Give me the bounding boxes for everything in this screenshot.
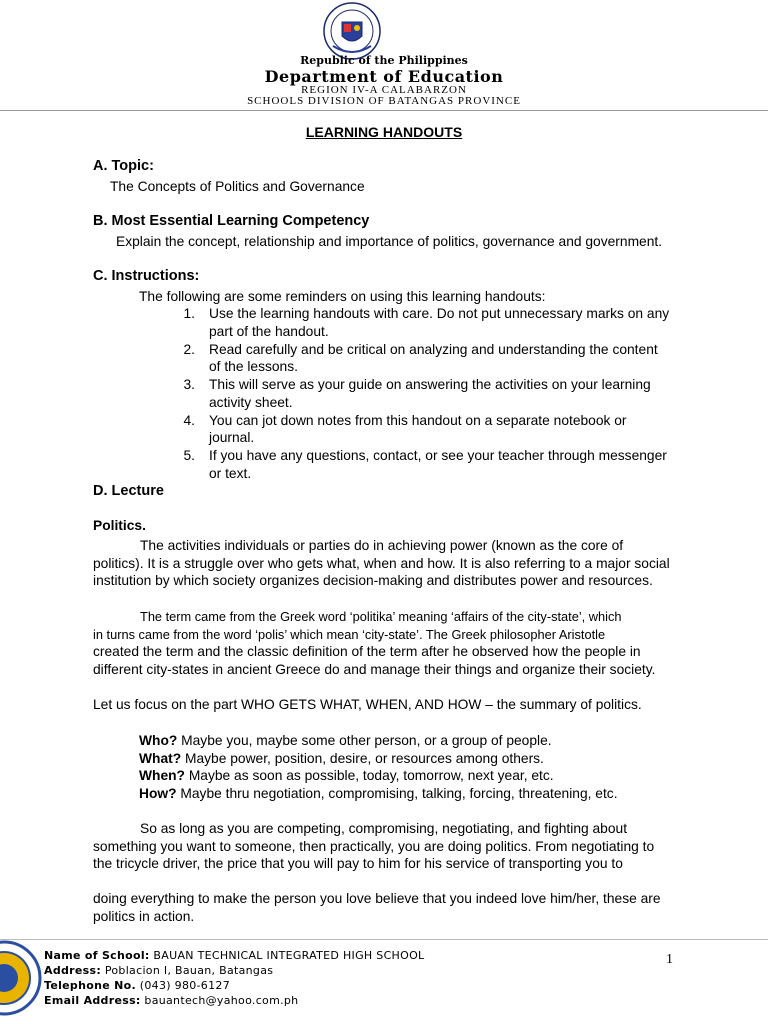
header-divider: [0, 110, 768, 111]
paragraph-line: The term came from the Greek word ‘politika’ meaning ‘affairs of the city-state’, which: [140, 609, 622, 624]
list-item: [181, 447, 675, 483]
deped-seal-logo: [323, 2, 381, 60]
footer-address-value: Poblacion I, Bauan, Batangas: [101, 964, 274, 977]
header-division: SCHOOLS DIVISION OF BATANGAS PROVINCE: [247, 95, 521, 107]
list-number: 1.: [183, 306, 195, 321]
list-item: [181, 341, 675, 377]
question-answer: Maybe as soon as possible, today, tomorrow, next year, etc.: [184, 768, 554, 784]
paragraph-line: institution by which society organizes decision-making and distributes power and resources.: [93, 573, 653, 589]
list-item: [181, 412, 675, 448]
section-a-heading: A. Topic:: [93, 158, 154, 174]
paragraph-3: Let us focus on the part WHO GETS WHAT, WHEN, AND HOW – the summary of politics.: [93, 697, 642, 712]
paragraph-line: the tricycle driver, the price that you will pay to him for his service of transporting you to: [93, 856, 623, 872]
footer-email-label: Email Address:: [44, 994, 141, 1007]
paragraph-5: [93, 890, 674, 925]
paragraph-line: in turns came from the word ‘polis’ which mean ‘city-state’. The Greek philosopher Aristotle: [93, 626, 606, 642]
page-title: LEARNING HANDOUTS: [305, 124, 463, 140]
footer-school-value: BAUAN TECHNICAL INTEGRATED HIGH SCHOOL: [149, 949, 425, 962]
question-label: What?: [139, 750, 182, 766]
header-region: REGION IV-A CALABARZON: [301, 84, 467, 96]
footer-phone: [44, 979, 230, 992]
list-item: [139, 767, 618, 785]
instruction-list: [181, 305, 675, 483]
paragraph-line: something you want to someone, then practically, you are doing politics. From negotiating to: [93, 838, 655, 854]
list-text-line2: journal.: [209, 430, 255, 446]
list-item: [181, 376, 675, 412]
list-text-line1: If you have any questions, contact, or see your teacher through messenger: [209, 448, 667, 463]
school-logo: [0, 940, 42, 1016]
paragraph-line: doing everything to make the person you love believe that you indeed love him/her, these are: [93, 891, 661, 906]
question-list: [139, 732, 618, 802]
politics-heading: Politics.: [93, 518, 146, 533]
footer-address: [44, 964, 273, 977]
list-text-line2: part of the handout.: [209, 323, 329, 339]
list-text-line2: activity sheet.: [209, 394, 293, 410]
section-c-heading: C. Instructions:: [93, 268, 200, 284]
paragraph-line: The activities individuals or parties do in achieving power (known as the core of: [140, 538, 624, 553]
question-answer: Maybe you, maybe some other person, or a group of people.: [177, 733, 552, 748]
question-label: When?: [139, 768, 185, 784]
question-answer: Maybe power, position, desire, or resources among others.: [181, 750, 544, 766]
header-department: Department of Education: [264, 67, 504, 86]
header-republic: Republic of the Philippines: [300, 54, 468, 67]
section-b-heading: B. Most Essential Learning Competency: [93, 213, 370, 229]
paragraph-4: [93, 820, 674, 873]
list-item: [139, 732, 618, 750]
list-text-line1: Read carefully and be critical on analyzing and understanding the content: [209, 341, 658, 357]
list-item: [139, 785, 618, 803]
list-text-line1: You can jot down notes from this handout on a separate notebook or: [209, 412, 627, 428]
footer-email: [44, 994, 298, 1007]
list-text-line2: or text.: [209, 465, 252, 481]
section-c-intro: The following are some reminders on using this learning handouts:: [139, 289, 546, 304]
footer-phone-value: (043) 980-6127: [135, 979, 230, 992]
question-label: How?: [139, 785, 177, 801]
paragraph-1: [93, 537, 674, 590]
list-text-line1: Use the learning handouts with care. Do not put unnecessary marks on any: [209, 306, 670, 321]
section-b-text: Explain the concept, relationship and importance of politics, governance and government.: [116, 234, 663, 249]
page-number: 1: [666, 952, 673, 967]
list-number: 5.: [183, 448, 195, 463]
list-text-line2: of the lessons.: [209, 359, 298, 375]
list-item: [139, 750, 618, 768]
footer-divider: [0, 939, 768, 940]
footer-school-label: Name of School:: [44, 949, 150, 962]
paragraph-line: created the term and the classic definition of the term after he observed how the people in: [93, 644, 641, 660]
list-item: [181, 305, 675, 341]
list-number: 2.: [183, 341, 195, 357]
paragraph-line: politics). It is a struggle over who gets what, when and how. It is also referring to a major social: [93, 555, 670, 571]
paragraph-2: [93, 608, 674, 678]
footer-phone-label: Telephone No.: [44, 979, 136, 992]
question-answer: Maybe thru negotiation, compromising, talking, forcing, threatening, etc.: [176, 785, 618, 801]
footer-address-label: Address:: [44, 964, 102, 977]
list-text-line1: This will serve as your guide on answering the activities on your learning: [209, 377, 651, 392]
section-a-text: The Concepts of Politics and Governance: [110, 179, 365, 194]
paragraph-line: politics in action.: [93, 908, 195, 924]
footer-email-value: bauantech@yahoo.com.ph: [140, 994, 299, 1007]
list-number: 4.: [183, 412, 195, 428]
paragraph-line: different city-states in ancient Greece do and manage their things and organize their society.: [93, 661, 656, 677]
question-label: Who?: [139, 733, 178, 748]
section-d-heading: D. Lecture: [93, 483, 164, 499]
paragraph-line: So as long as you are competing, compromising, negotiating, and fighting about: [140, 821, 628, 836]
footer-school: [44, 949, 424, 962]
list-number: 3.: [183, 377, 195, 392]
